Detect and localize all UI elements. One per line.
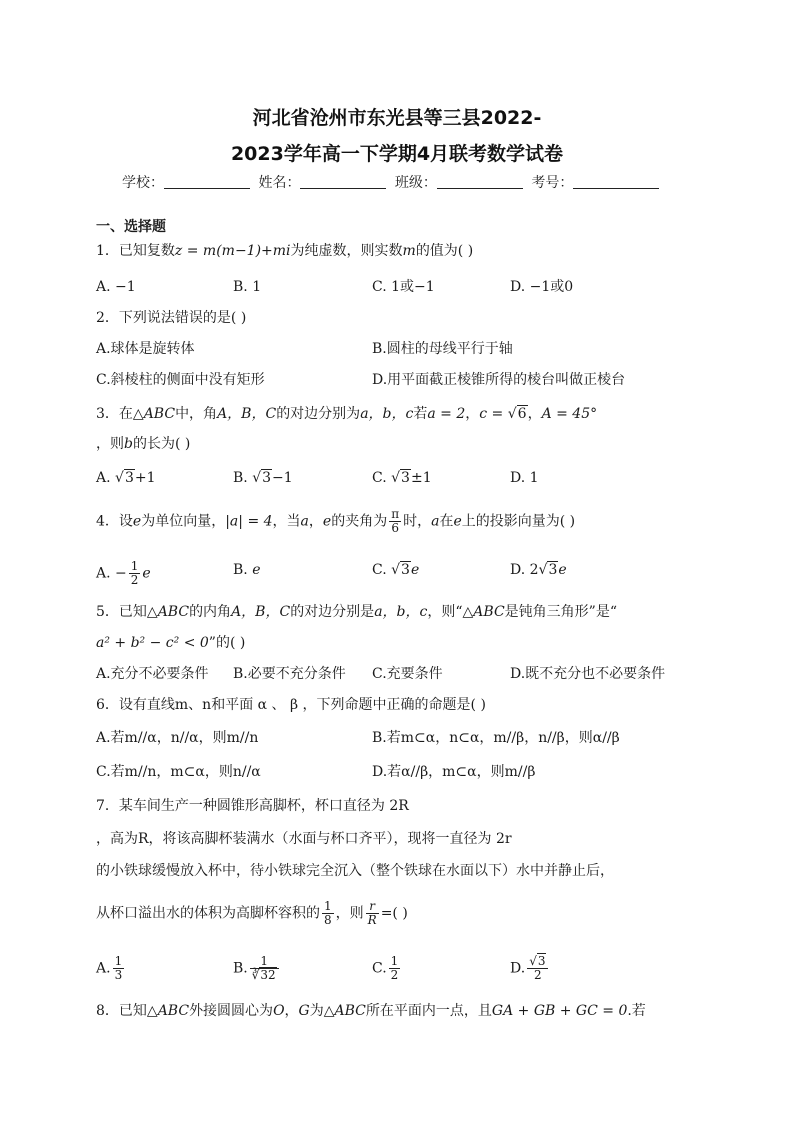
name-label: 姓名： xyxy=(258,175,301,191)
q5-stem: 5．已知△ABC的内角A，B，C的对边分别是a，b，c，则“△ABC是钝角三角形”是“ xyxy=(96,604,617,620)
q3-option-c: C. √3±1 xyxy=(372,470,432,486)
q4-option-a: A. − $\frac{1}{2}$ e xyxy=(96,559,151,587)
q4-option-c: C. √3e xyxy=(372,562,420,578)
q2-stem: 2．下列说法错误的是( ) xyxy=(96,310,247,326)
q5-stem-cont: a² + b² − c² < 0”的( ) xyxy=(96,635,246,651)
q5-option-d: D.既不充分也不必要条件 xyxy=(510,666,666,682)
q3-stem: 3．在△ABC中，角A，B，C的对边分别为a，b，c若a = 2，c = √6，A = 45° xyxy=(96,406,598,422)
q6-stem: 6．设有直线m、n和平面 α 、 β ，下列命题中正确的命题是( ) xyxy=(96,697,486,713)
q6-option-c: C.若m//n，m⊂α，则n//α xyxy=(96,764,261,780)
q3-option-b: B. √3−1 xyxy=(233,470,293,486)
class-blank[interactable] xyxy=(437,174,523,189)
student-info-row xyxy=(122,172,663,192)
exam-title-line2: 2023学年高一下学期4月联考数学试卷 xyxy=(230,143,564,165)
school-blank[interactable] xyxy=(164,174,250,189)
q1-option-a: A. −1 xyxy=(96,279,136,295)
exam-title-line1: 河北省沧州市东光县等三县2022- xyxy=(252,107,542,129)
q1-stem: 1．已知复数z = m(m−1)+mi为纯虚数，则实数m的值为( ) xyxy=(96,243,474,259)
q7-option-b: B. $\frac{1}{∛32}$ xyxy=(233,955,281,982)
q2-option-a: A.球体是旋转体 xyxy=(96,341,195,357)
q6-option-a: A.若m//α，n//α，则m//n xyxy=(96,730,259,746)
q1-option-c: C. 1或−1 xyxy=(372,279,435,295)
exam-no-label: 考号： xyxy=(531,175,574,191)
name-blank[interactable] xyxy=(300,174,386,189)
q7-line3: 的小铁球缓慢放入杯中，待小铁球完全沉入（整个铁球在水面以下）水中并静止后， xyxy=(96,863,614,879)
q3-option-a: A. √3+1 xyxy=(96,470,156,486)
q8-stem: 8．已知△ABC外接圆圆心为O，G为△ABC所在平面内一点，且GA + GB + GC = 0.若 xyxy=(96,1003,646,1019)
q5-option-b: B.必要不充分条件 xyxy=(233,666,346,682)
q2-option-b: B.圆柱的母线平行于轴 xyxy=(372,341,513,357)
q1-option-d: D. −1或0 xyxy=(510,279,574,295)
q4-option-b: B. e xyxy=(233,562,261,578)
q7-option-a: A. $\frac{1}{3}$ xyxy=(96,954,123,982)
q2-option-d: D.用平面截正棱锥所得的棱台叫做正棱台 xyxy=(372,372,626,388)
q6-option-b: B.若m⊂α，n⊂α，m//β，n//β，则α//β xyxy=(372,730,620,746)
section-title: 一、选择题 xyxy=(96,219,166,235)
class-label: 班级： xyxy=(394,175,437,191)
q7-option-c: C. $\frac{1}{2}$ xyxy=(372,954,399,982)
exam-no-blank[interactable] xyxy=(573,174,659,189)
q7-line4: 从杯口溢出水的体积为高脚杯容积的 $\frac{1}{8}$ ，则 $\frac{r}{R}$ =( ) xyxy=(96,899,408,927)
q3-stem-cont: ，则b的长为( ) xyxy=(96,436,191,452)
q6-option-d: D.若α//β，m⊂α，则m//β xyxy=(372,764,536,780)
q7-line2: ，高为R，将该高脚杯装满水（水面与杯口齐平），现将一直径为 2r xyxy=(96,831,512,847)
q3-option-d: D. 1 xyxy=(510,470,539,486)
q2-option-c: C.斜棱柱的侧面中没有矩形 xyxy=(96,372,265,388)
school-label: 学校： xyxy=(122,175,164,191)
q7-option-d: D. $\frac{√3}{2}$ xyxy=(510,955,550,982)
q5-option-a: A.充分不必要条件 xyxy=(96,666,209,682)
q5-option-c: C.充要条件 xyxy=(372,666,443,682)
q4-stem: 4．设e为单位向量，|a| = 4，当a，e的夹角为 $\frac{\pi}{6}$ 时，a在e上的投影向量为( ) xyxy=(96,507,576,535)
q7-line1: 7．某车间生产一种圆锥形高脚杯，杯口直径为 2R xyxy=(96,798,409,814)
q1-option-b: B. 1 xyxy=(233,279,262,295)
q4-option-d: D. 2√3e xyxy=(510,562,567,578)
